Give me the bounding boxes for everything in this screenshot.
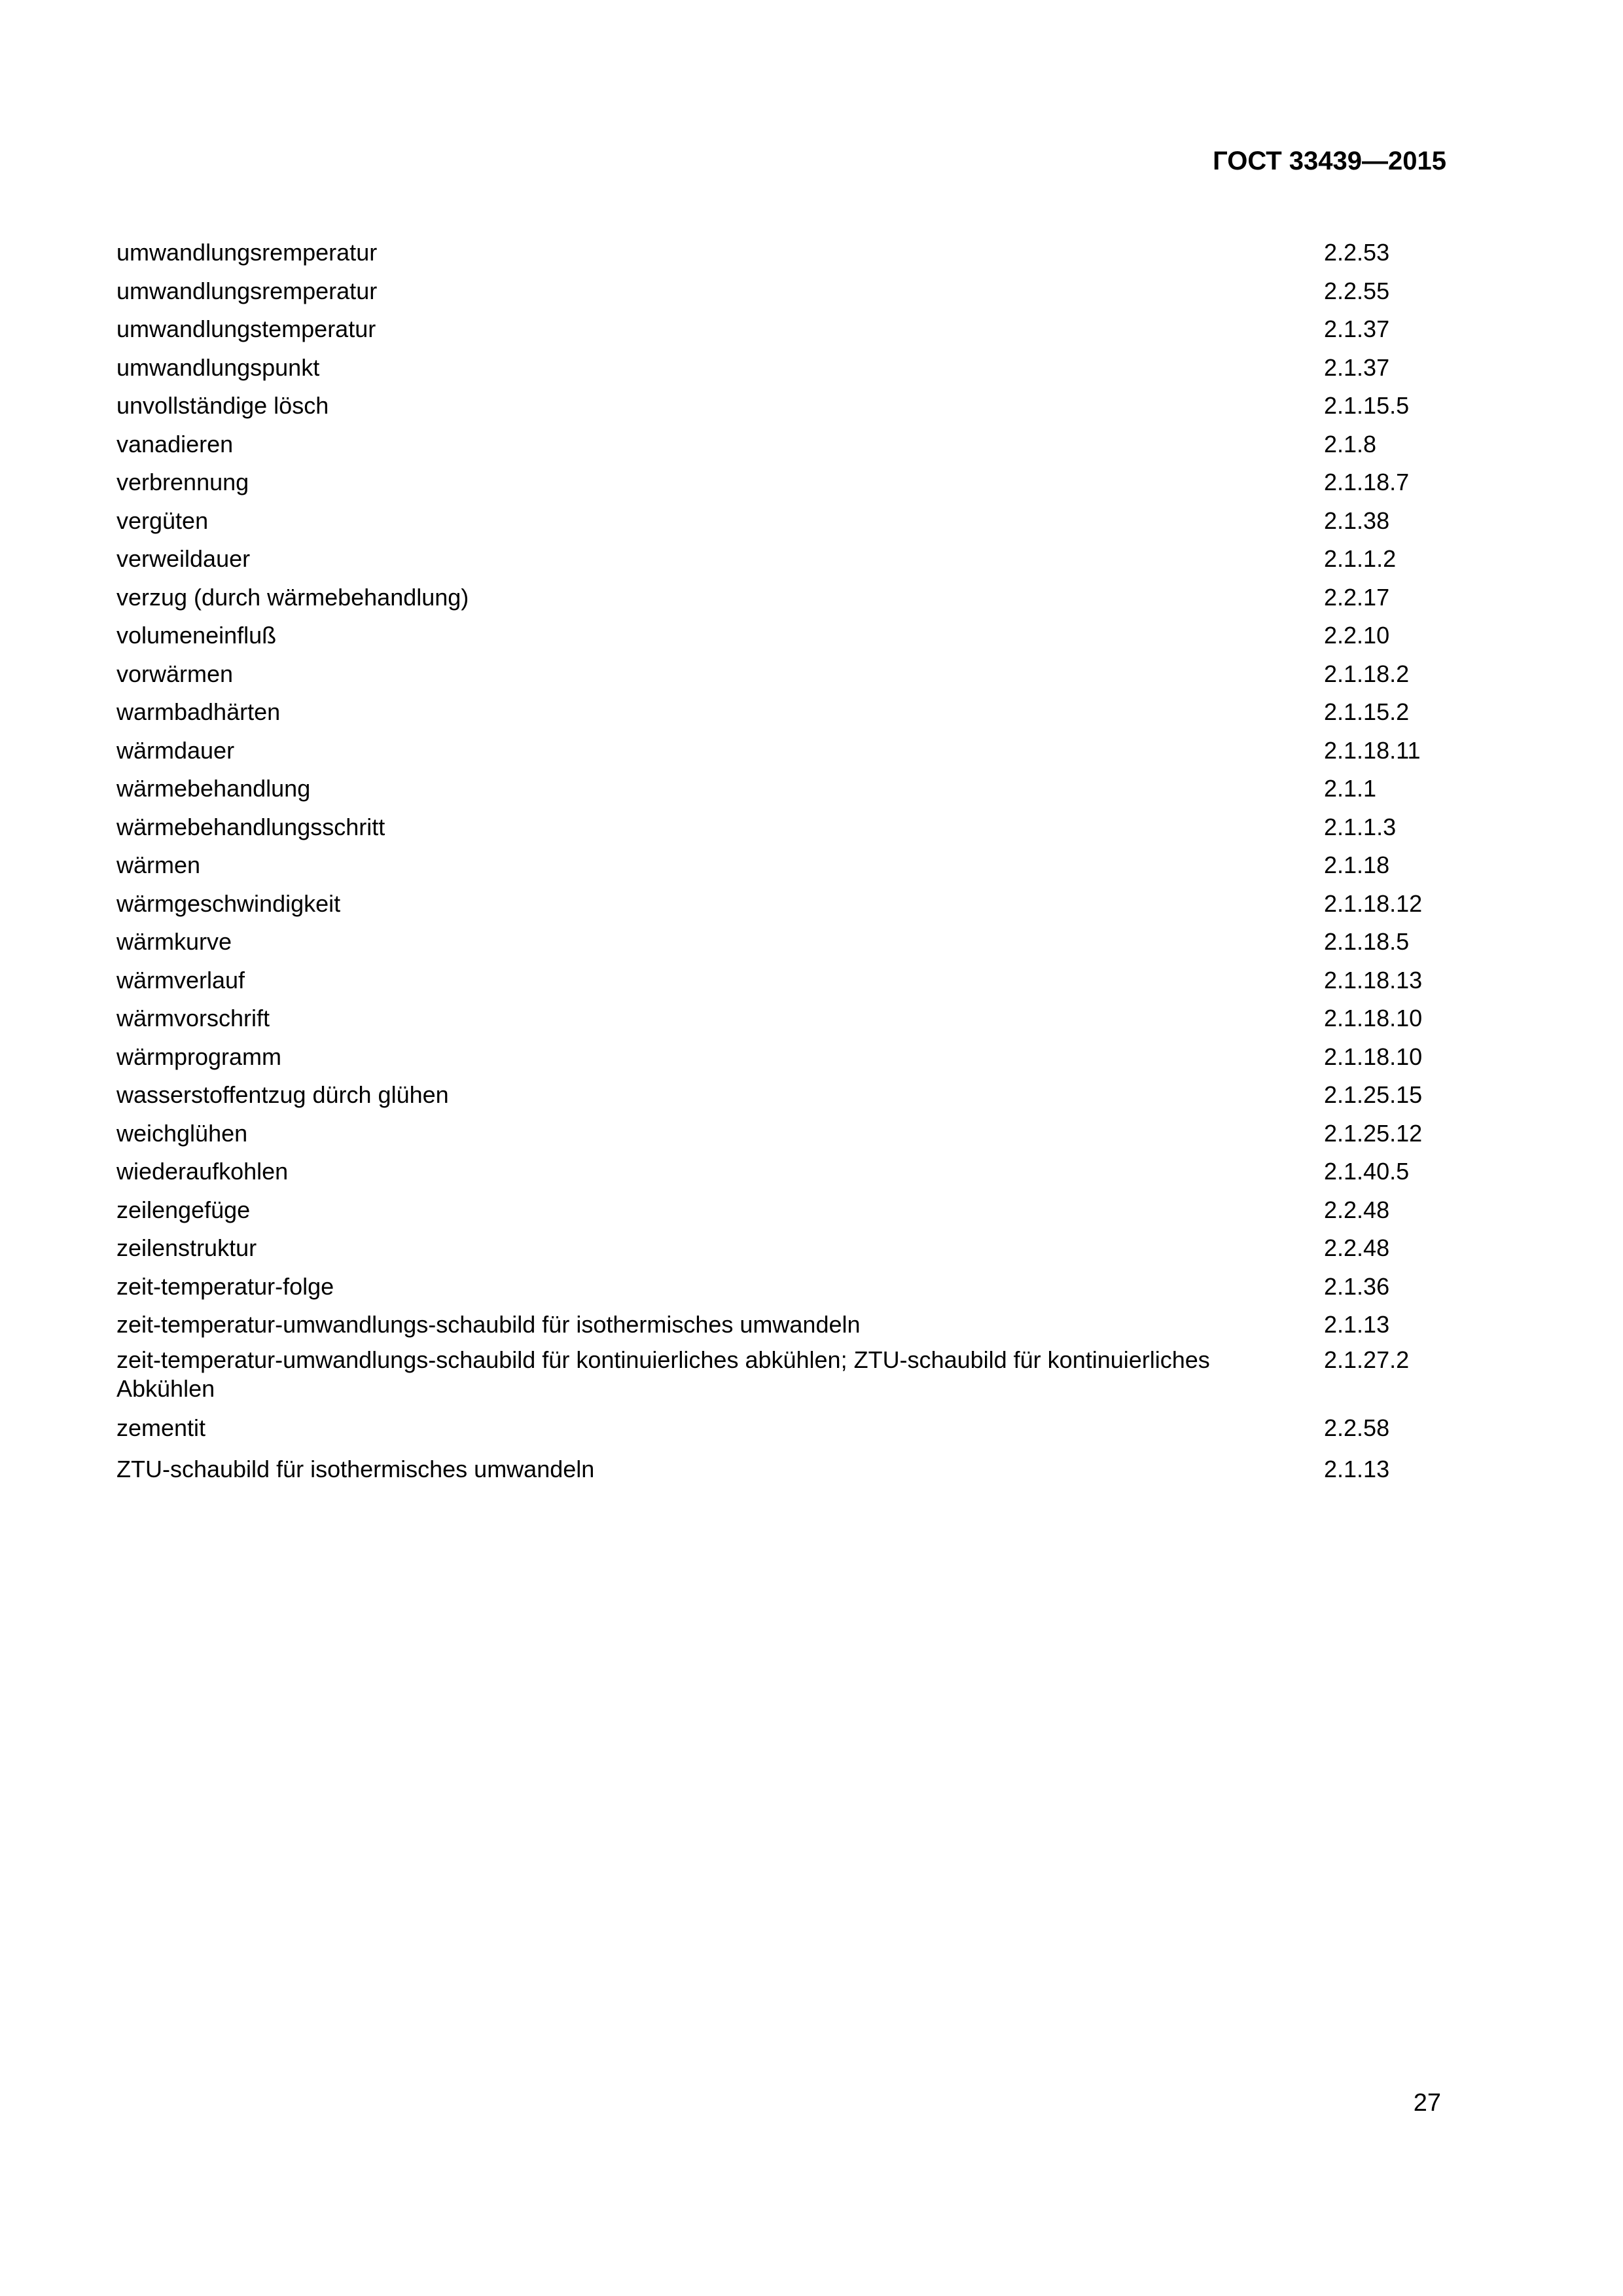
- index-ref: 2.1.8: [1324, 430, 1377, 457]
- index-ref: 2.1.40.5: [1324, 1158, 1410, 1185]
- index-entry: [116, 1414, 1446, 1455]
- index-term: wasserstoffentzug dürch glühen: [116, 1081, 449, 1108]
- index-entry: [116, 391, 1446, 430]
- index-entry: [116, 1455, 1446, 1494]
- index-entry: [116, 315, 1446, 353]
- index-entry: [116, 583, 1446, 622]
- index-entry: [116, 1043, 1446, 1081]
- index-term: zeilenstruktur: [116, 1234, 257, 1261]
- index-entry: [116, 545, 1446, 583]
- index-ref: 2.2.58: [1324, 1414, 1390, 1441]
- index-entry: [116, 660, 1446, 698]
- index-entry: [116, 1346, 1446, 1414]
- index-entry: [116, 698, 1446, 736]
- index-entry: [116, 277, 1446, 315]
- index-ref: 2.2.17: [1324, 583, 1390, 611]
- index-entry: [116, 353, 1446, 392]
- index-term: zeit-temperatur-umwandlungs-schaubild für isothermisches umwandeln: [116, 1311, 861, 1338]
- index-ref: 2.1.18.12: [1324, 889, 1423, 917]
- page-header-standard-id: ГОСТ 33439—2015: [1213, 147, 1446, 175]
- index-entry: [116, 1310, 1446, 1346]
- index-entry: [116, 238, 1446, 277]
- index-term: verzug (durch wärmebehandlung): [116, 583, 469, 611]
- index-entry: [116, 1081, 1446, 1119]
- index-ref: 2.2.10: [1324, 622, 1390, 649]
- index-term: wärmen: [116, 852, 201, 878]
- index-term: vanadieren: [116, 430, 234, 457]
- index-term: wärmverlauf: [116, 966, 245, 994]
- index-ref: 2.1.1.2: [1324, 545, 1397, 572]
- index-ref: 2.1.18.10: [1324, 1043, 1423, 1070]
- index-entry: [116, 1119, 1446, 1158]
- index-entry: [116, 927, 1446, 966]
- index-entry: [116, 1234, 1446, 1272]
- index-ref: 2.1.38: [1324, 507, 1390, 534]
- index-ref: 2.1.1: [1324, 775, 1377, 802]
- index-entry: [116, 736, 1446, 775]
- index-ref: 2.1.13: [1324, 1311, 1390, 1338]
- index-term: volumeneinfluß: [116, 622, 277, 649]
- index-term: wiederaufkohlen: [116, 1158, 289, 1185]
- index-term: wärmdauer: [116, 736, 235, 764]
- index-ref: 2.1.27.2: [1324, 1346, 1410, 1373]
- index-term: wärmebehandlung: [116, 775, 311, 802]
- index-ref: 2.2.53: [1324, 239, 1390, 266]
- index-term: zeit-temperatur-umwandlungs-schaubild für kontinuierliches abkühlen; ZTU-schaubild für kontinuierliches Abkühlen: [116, 1346, 1210, 1402]
- index-ref: 2.1.36: [1324, 1272, 1390, 1300]
- index-term: ZTU-schaubild für isothermisches umwandeln: [116, 1456, 595, 1482]
- index-ref: 2.1.25.15: [1324, 1081, 1423, 1108]
- index-ref: 2.1.37: [1324, 315, 1390, 342]
- index-ref: 2.1.13: [1324, 1456, 1390, 1482]
- index-term: verbrennung: [116, 469, 249, 495]
- index-term: verweildauer: [116, 545, 251, 572]
- index-entry: [116, 1196, 1446, 1234]
- index-entry: [116, 1004, 1446, 1043]
- index-entry: [116, 851, 1446, 889]
- index-ref: 2.1.18.10: [1324, 1005, 1423, 1031]
- index-term: zementit: [116, 1414, 206, 1441]
- index-entry: [116, 889, 1446, 928]
- index-entry: [116, 1272, 1446, 1311]
- index-term: umwandlungsremperatur: [116, 277, 378, 304]
- index-ref: 2.1.18.2: [1324, 660, 1410, 687]
- index-term: zeilengefüge: [116, 1196, 251, 1223]
- index-ref: 2.1.18.13: [1324, 966, 1423, 994]
- index-ref: 2.2.55: [1324, 277, 1390, 304]
- index-term: wärmvorschrift: [116, 1005, 270, 1031]
- index-term: umwandlungsremperatur: [116, 239, 378, 266]
- index-entry: [116, 621, 1446, 660]
- index-term: vorwärmen: [116, 660, 234, 687]
- index-term: warmbadhärten: [116, 698, 281, 725]
- index-term: umwandlungstemperatur: [116, 315, 376, 342]
- index-ref: 2.1.25.12: [1324, 1119, 1423, 1147]
- index-term: weichglühen: [116, 1119, 248, 1147]
- index-term: unvollständige lösch: [116, 392, 329, 419]
- index-entry: [116, 813, 1446, 852]
- index-ref: 2.2.48: [1324, 1196, 1390, 1223]
- index-ref: 2.1.15.2: [1324, 698, 1410, 725]
- index-term: wärmebehandlungsschritt: [116, 813, 385, 840]
- index-term: vergüten: [116, 507, 209, 534]
- index-entry: [116, 1157, 1446, 1196]
- index-term: wärmkurve: [116, 928, 232, 955]
- index-ref: 2.1.18: [1324, 852, 1390, 878]
- index-term: wärmprogramm: [116, 1043, 282, 1070]
- index-ref: 2.1.18.5: [1324, 928, 1410, 955]
- index-term: wärmgeschwindigkeit: [116, 889, 341, 917]
- term-index-list: [116, 238, 1446, 1494]
- index-term: umwandlungspunkt: [116, 353, 320, 381]
- page-number: 27: [1413, 2089, 1441, 2117]
- index-entry: [116, 774, 1446, 813]
- index-entry: [116, 507, 1446, 545]
- index-ref: 2.1.18.11: [1324, 736, 1421, 764]
- index-entry: [116, 966, 1446, 1005]
- index-ref: 2.1.15.5: [1324, 392, 1410, 419]
- index-ref: 2.1.18.7: [1324, 469, 1410, 495]
- index-term: zeit-temperatur-folge: [116, 1272, 334, 1300]
- index-ref: 2.2.48: [1324, 1234, 1390, 1261]
- index-ref: 2.1.37: [1324, 353, 1390, 381]
- index-entry: [116, 468, 1446, 507]
- index-entry: [116, 430, 1446, 469]
- index-ref: 2.1.1.3: [1324, 813, 1397, 840]
